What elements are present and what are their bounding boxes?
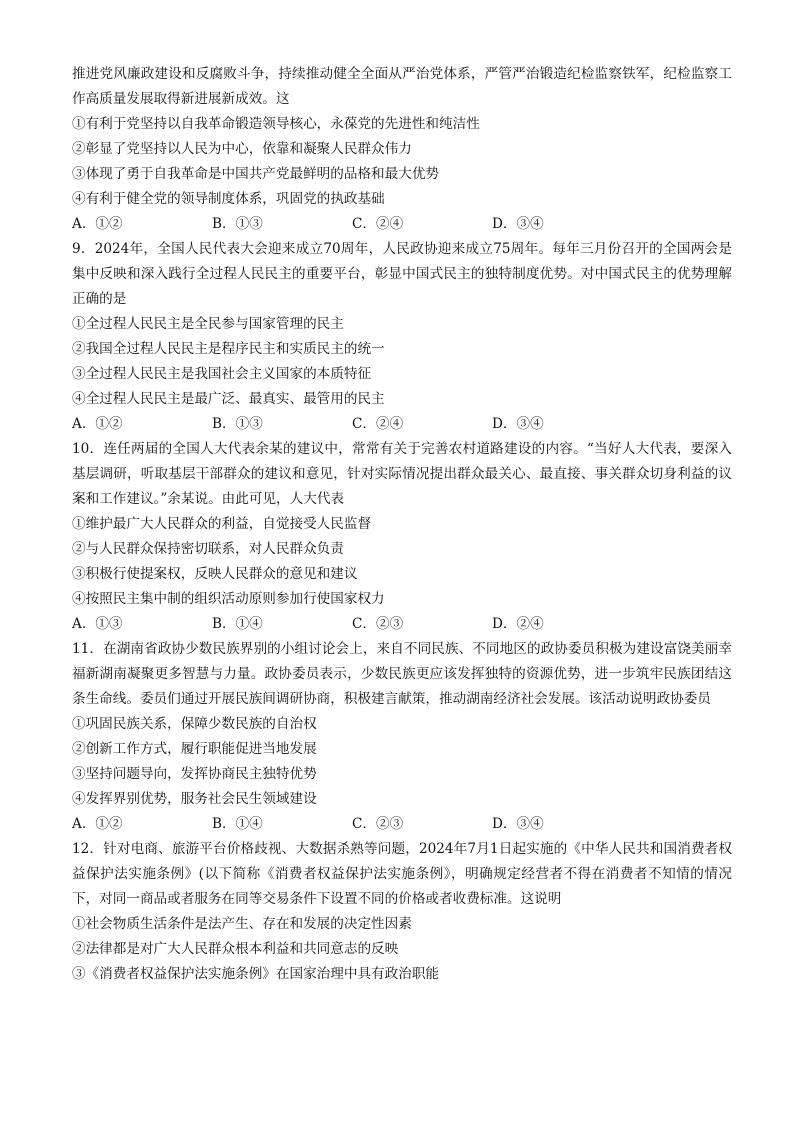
question-12-option-1: ①社会物质生活条件是法产生、存在和发展的决定性因素 — [72, 916, 412, 932]
question-9-choice-d: D．③④ — [492, 416, 544, 432]
question-10-choice-b: B．①④ — [212, 616, 263, 632]
question-10-choice-d: D．②④ — [492, 616, 544, 632]
question-11-option-1: ①巩固民族关系，保障少数民族的自治权 — [72, 716, 317, 732]
question-11-option-4: ④发挥界别优势，服务社会民生领域建设 — [72, 791, 317, 807]
question-11-choice-c: C．②③ — [352, 816, 404, 832]
question-12-stem: 12．针对电商、旅游平台价格歧视、大数据杀熟等问题，2024年7月1日起实施的《中华人民共和国消费者权益保护法实施条例》(以下简称《消费者权益保护法实施条例》，明确规定经营者不得在消费者不知情的情况下，对同一商品或者服务在同等交易条件下设置不同的价格或者收费标准。这说明 — [72, 841, 732, 907]
question-10-option-2: ②与人民群众保持密切联系，对人民群众负责 — [72, 541, 344, 557]
exam-page — [72, 62, 732, 987]
question-11-stem: 11．在湖南省政协少数民族界别的小组讨论会上，来自不同民族、不同地区的政协委员积极为建设富饶美丽幸福新湖南凝聚更多智慧与力量。政协委员表示，少数民族更应该发挥独特的资源优势，进一步筑牢民族团结这条生命线。委员们通过开展民族间调研协商，积极建言献策，推动湖南经济社会发展。该活动说明政协委员 — [72, 641, 732, 707]
question-10 — [72, 437, 732, 637]
question-9-choice-b: B．①③ — [212, 416, 263, 432]
question-11-choices — [72, 812, 732, 837]
question-8-option-1: ①有利于党坚持以自我革命锻造领导核心，永葆党的先进性和纯洁性 — [72, 116, 480, 132]
question-8-option-3: ③体现了勇于自我革命是中国共产党最鲜明的品格和最大优势 — [72, 166, 440, 182]
question-9-option-3: ③全过程人民民主是我国社会主义国家的本质特征 — [72, 366, 372, 382]
question-11-choice-d: D．③④ — [492, 816, 544, 832]
question-9-choice-c: C．②④ — [352, 416, 404, 432]
question-8-choice-b: B．①③ — [212, 216, 263, 232]
question-8-stem: 推进党风廉政建设和反腐败斗争，持续推动健全全面从严治党体系，严管严治锻造纪检监察铁军，纪检监察工作高质量发展取得新进展新成效。这 — [72, 66, 732, 107]
question-10-choice-a: A．①③ — [72, 616, 123, 632]
question-8-option-2: ②彰显了党坚持以人民为中心，依靠和凝聚人民群众伟力 — [72, 141, 412, 157]
question-9-choice-a: A．①② — [72, 416, 123, 432]
question-8-choice-a: A．①② — [72, 216, 123, 232]
question-10-choices — [72, 612, 732, 637]
question-11-option-3: ③坚持问题导向，发挥协商民主独特优势 — [72, 766, 317, 782]
question-9-option-2: ②我国全过程人民民主是程序民主和实质民主的统一 — [72, 341, 385, 357]
question-10-choice-c: C．②③ — [352, 616, 404, 632]
question-8 — [72, 62, 732, 237]
question-12-option-2: ②法律都是对广大人民群众根本利益和共同意志的反映 — [72, 941, 399, 957]
question-9-option-1: ①全过程人民民主是全民参与国家管理的民主 — [72, 316, 344, 332]
question-12 — [72, 837, 732, 987]
question-10-option-4: ④按照民主集中制的组织活动原则参加行使国家权力 — [72, 591, 385, 607]
question-8-choice-d: D．③④ — [492, 216, 544, 232]
question-8-choice-c: C．②④ — [352, 216, 404, 232]
question-10-option-3: ③积极行使提案权，反映人民群众的意见和建议 — [72, 566, 358, 582]
question-9 — [72, 237, 732, 437]
question-8-option-4: ④有利于健全党的领导制度体系，巩固党的执政基础 — [72, 191, 385, 207]
question-9-stem: 9．2024年，全国人民代表大会迎来成立70周年，人民政协迎来成立75周年。每年三月份召开的全国两会是集中反映和深入践行全过程人民民主的重要平台，彰显中国式民主的独特制度优势。对中国式民主的优势理解正确的是 — [72, 241, 732, 307]
question-11-choice-b: B．①④ — [212, 816, 263, 832]
question-12-option-3: ③《消费者权益保护法实施条例》在国家治理中具有政治职能 — [72, 966, 440, 982]
question-11-option-2: ②创新工作方式，履行职能促进当地发展 — [72, 741, 317, 757]
question-10-stem: 10．连任两届的全国人大代表余某的建议中，常常有关于完善农村道路建设的内容。“当好人大代表，要深入基层调研，听取基层干部群众的建议和意见，针对实际情况提出群众最关心、最直接、事关群众切身利益的议案和工作建议。”余某说。由此可见，人大代表 — [72, 441, 732, 507]
question-8-choices — [72, 212, 732, 237]
question-9-choices — [72, 412, 732, 437]
question-11-choice-a: A．①② — [72, 816, 123, 832]
question-9-option-4: ④全过程人民民主是最广泛、最真实、最管用的民主 — [72, 391, 385, 407]
question-10-option-1: ①维护最广大人民群众的利益，自觉接受人民监督 — [72, 516, 372, 532]
question-11 — [72, 637, 732, 837]
